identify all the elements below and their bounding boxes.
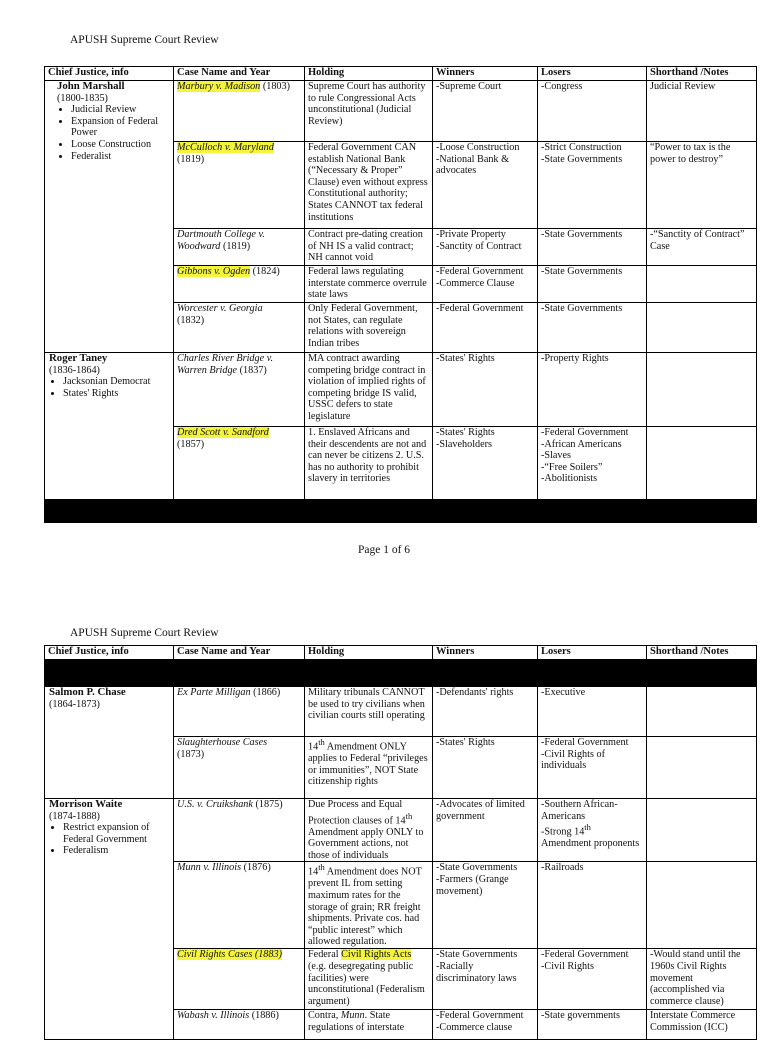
list-item: • Judicial Review (71, 104, 170, 116)
holding-cell (305, 799, 433, 862)
winners-cell: -Defendants' rights (433, 687, 538, 737)
holding-text: Contra, (308, 1010, 341, 1022)
chief-justice-taney (45, 353, 174, 500)
notes-cell: “Power to tax is the power to destroy” (647, 142, 757, 229)
winners-cell: -Advocates of limited government (433, 799, 538, 862)
list-item: • States' Rights (63, 388, 170, 400)
notes-cell: Interstate Commerce Commission (ICC) (647, 1010, 757, 1040)
holding-sup: th (405, 810, 413, 821)
losers-cell: -Strict Construction -State Governments (538, 142, 647, 229)
case-name-cell (174, 799, 305, 862)
holding-cell: 1. Enslaved Africans and their descendents are not and can never be citizens 2. U.S. has no authority to prohibit slavery in territories (305, 427, 433, 500)
court-table-page-1 (44, 66, 757, 523)
case-name-cell (174, 949, 305, 1010)
case-year: (1819) (220, 240, 251, 252)
header-row (45, 67, 757, 81)
case-name-cell (174, 427, 305, 500)
case-name-cell (174, 687, 305, 737)
list-item: • Loose Construction (71, 139, 170, 151)
case-name-cell (174, 142, 305, 229)
winners-cell: -Federal Government -Commerce clause (433, 1010, 538, 1040)
case-name-cell (174, 737, 305, 799)
holding-cell: Federal Government CAN establish National Bank (“Necessary & Proper” Clause) even without express Constitutional authority; States CANNOT tax federal institutions (305, 142, 433, 229)
losers-cell: -State Governments (538, 229, 647, 266)
notes-cell: Judicial Review (647, 81, 757, 142)
list-item: • Federalist (71, 151, 170, 163)
holding-italic: Munn (340, 1010, 365, 1022)
header-holding: Holding (305, 67, 433, 81)
justice-name: Salmon P. Chase (49, 686, 126, 698)
holding-text: Amendment apply ONLY to Government actions, not those of individuals (308, 826, 424, 861)
justice-bullets (57, 104, 170, 162)
losers-cell: -State Governments (538, 266, 647, 303)
losers-sup: th (584, 822, 591, 833)
holding-text: 14 (308, 866, 319, 878)
list-item: • Expansion of Federal Power (71, 116, 170, 139)
justice-name: Roger Taney (49, 352, 108, 364)
case-name: U.S. v. Cruikshank (177, 799, 253, 810)
case-name-cell (174, 81, 305, 142)
case-name: Civil Rights Cases (1883) (177, 949, 282, 961)
case-name: Wabash v. Illinois (177, 1010, 250, 1022)
case-year: (1886) (249, 1010, 279, 1022)
case-name: Marbury v. Madison (177, 81, 261, 92)
case-name-cell (174, 862, 305, 949)
list-item: • Restrict expansion of Federal Government (63, 822, 170, 845)
holding-sup: th (318, 737, 325, 747)
header-winners: Winners (433, 646, 538, 660)
era-divider (45, 500, 757, 523)
losers-text: Amendment proponents (541, 838, 640, 850)
header-notes: Shorthand /Notes (647, 67, 757, 81)
losers-cell (538, 799, 647, 862)
case-name: McCulloch v. Maryland (177, 142, 274, 153)
notes-cell (647, 862, 757, 949)
chief-justice-waite (45, 799, 174, 1040)
table-row (45, 799, 757, 862)
holding-text: Amendment does NOT prevent IL from setting maximum rates for the storage of grain; RR freight shipments. Private cos. had “public interest” which allowed regulation. (308, 866, 422, 948)
era-divider-row (45, 500, 757, 523)
holding-cell: Contract pre-dating creation of NH IS a valid contract; NH cannot void (305, 229, 433, 266)
list-item: • Federalism (63, 845, 170, 857)
notes-cell (647, 266, 757, 303)
case-year: (1837) (237, 364, 267, 376)
header-winners: Winners (433, 67, 538, 81)
holding-cell: Military tribunals CANNOT be used to try civilians when civilian courts still operating (305, 687, 433, 737)
case-year: (1875) (252, 799, 283, 810)
justice-name: Morrison Waite (49, 798, 123, 810)
holding-cell: Only Federal Government, not States, can regulate relations with sovereign Indian tribes (305, 303, 433, 353)
table-row (45, 353, 757, 427)
page-footer: Page 1 of 6 (357, 544, 411, 556)
page-title: APUSH Supreme Court Review (70, 627, 219, 639)
losers-cell: -Executive (538, 687, 647, 737)
losers-cell: -Federal Government -Civil Rights (538, 949, 647, 1010)
justice-years: (1836-1864) (49, 364, 100, 376)
winners-cell: -Private Property -Sanctity of Contract (433, 229, 538, 266)
table-row (45, 81, 757, 142)
notes-cell (647, 737, 757, 799)
header-holding: Holding (305, 646, 433, 660)
court-table-page-2 (44, 645, 757, 1040)
case-name-cell (174, 303, 305, 353)
notes-cell (647, 353, 757, 427)
holding-cell: Supreme Court has authority to rule Congressional Acts unconstitutional (Judicial Review) (305, 81, 433, 142)
header-chief-justice: Chief Justice, info (45, 67, 174, 81)
case-name: Dred Scott v. Sandford (177, 427, 269, 438)
list-item: • Jacksonian Democrat (63, 376, 170, 388)
case-year: (1819) (177, 153, 205, 165)
case-year: (1832) (177, 314, 205, 326)
page-title: APUSH Supreme Court Review (70, 34, 219, 46)
chief-justice-marshall (45, 81, 174, 353)
header-losers: Losers (538, 67, 647, 81)
holding-cell: MA contract awarding competing bridge contract in violation of implied rights of competing bridge IS valid, USSC defers to state legislature (305, 353, 433, 427)
losers-cell: -State governments (538, 1010, 647, 1040)
case-year: (1824) (250, 266, 280, 277)
case-name: Charles River Bridge v. Warren Bridge (177, 353, 274, 376)
header-notes: Shorthand /Notes (647, 646, 757, 660)
header-chief-justice: Chief Justice, info (45, 646, 174, 660)
case-name-cell (174, 266, 305, 303)
case-name: Dartmouth College v. Woodward (177, 229, 265, 252)
losers-cell: -Federal Government -Civil Rights of individuals (538, 737, 647, 799)
case-year: (1857) (177, 438, 205, 450)
notes-cell: -“Sanctity of Contract” Case (647, 229, 757, 266)
table-row (45, 687, 757, 737)
notes-cell: -Would stand until the 1960s Civil Rights movement (accomplished via commerce clause) (647, 949, 757, 1010)
justice-years: (1864-1873) (49, 698, 100, 710)
losers-cell: -Federal Government -African Americans -Slaves -“Free Soilers” -Abolitionists (538, 427, 647, 500)
holding-cell (305, 949, 433, 1010)
justice-years: (1874-1888) (49, 810, 100, 822)
justice-name: John Marshall (57, 80, 125, 92)
case-name: Worcester v. Georgia (177, 303, 263, 314)
winners-cell: -States' Rights (433, 737, 538, 799)
case-year: (1803) (260, 81, 290, 92)
holding-text: 14 (308, 741, 319, 753)
header-losers: Losers (538, 646, 647, 660)
holding-text: Federal (308, 949, 342, 961)
winners-cell: -Loose Construction -National Bank & advocates (433, 142, 538, 229)
era-divider-row (45, 660, 757, 687)
winners-cell: -States' Rights -Slaveholders (433, 427, 538, 500)
winners-cell: -Federal Government (433, 303, 538, 353)
losers-cell: -State Governments (538, 303, 647, 353)
holding-text: Amendment ONLY applies to Federal “privileges or immunities”, NOT State citizenship rights (308, 741, 428, 788)
justice-bullets (49, 822, 170, 857)
header-case-name: Case Name and Year (174, 67, 305, 81)
chief-justice-chase (45, 687, 174, 799)
holding-text: Due Process and Equal Protection clauses of 14 (308, 799, 406, 826)
case-name: Munn v. Illinois (177, 862, 242, 874)
holding-highlight: Civil Rights Acts (341, 949, 412, 961)
case-name-cell (174, 229, 305, 266)
winners-cell: -State Governments -Racially discriminatory laws (433, 949, 538, 1010)
holding-text: . State regulations of interstate (308, 1010, 405, 1033)
losers-cell: -Property Rights (538, 353, 647, 427)
case-name: Gibbons v. Ogden (177, 266, 251, 277)
notes-cell (647, 427, 757, 500)
notes-cell (647, 687, 757, 737)
winners-cell: -State Governments -Farmers (Grange movement) (433, 862, 538, 949)
case-name-cell (174, 353, 305, 427)
era-divider (45, 660, 757, 687)
holding-cell (305, 862, 433, 949)
notes-cell (647, 303, 757, 353)
winners-cell: -States' Rights (433, 353, 538, 427)
losers-cell: -Congress (538, 81, 647, 142)
losers-cell: -Railroads (538, 862, 647, 949)
notes-cell (647, 799, 757, 862)
holding-cell (305, 737, 433, 799)
winners-cell: -Federal Government -Commerce Clause (433, 266, 538, 303)
case-year: (1876) (241, 862, 271, 874)
justice-years: (1800-1835) (57, 92, 108, 104)
winners-cell: -Supreme Court (433, 81, 538, 142)
holding-text: (e.g. desegregating public facilities) were unconstitutional (Federalism argument) (308, 960, 425, 1007)
case-year: (1866) (250, 687, 281, 698)
header-case-name: Case Name and Year (174, 646, 305, 660)
case-name-cell (174, 1010, 305, 1040)
holding-cell (305, 1010, 433, 1040)
case-name: Ex Parte Milligan (177, 687, 251, 698)
header-row (45, 646, 757, 660)
losers-text: -Southern African-Americans -Strong 14 (541, 799, 618, 838)
justice-bullets (49, 376, 170, 399)
case-name: Slaughterhouse Cases (177, 737, 268, 748)
holding-cell: Federal laws regulating interstate commerce overrule state laws (305, 266, 433, 303)
holding-sup: th (318, 862, 325, 873)
case-year: (1873) (177, 748, 205, 760)
